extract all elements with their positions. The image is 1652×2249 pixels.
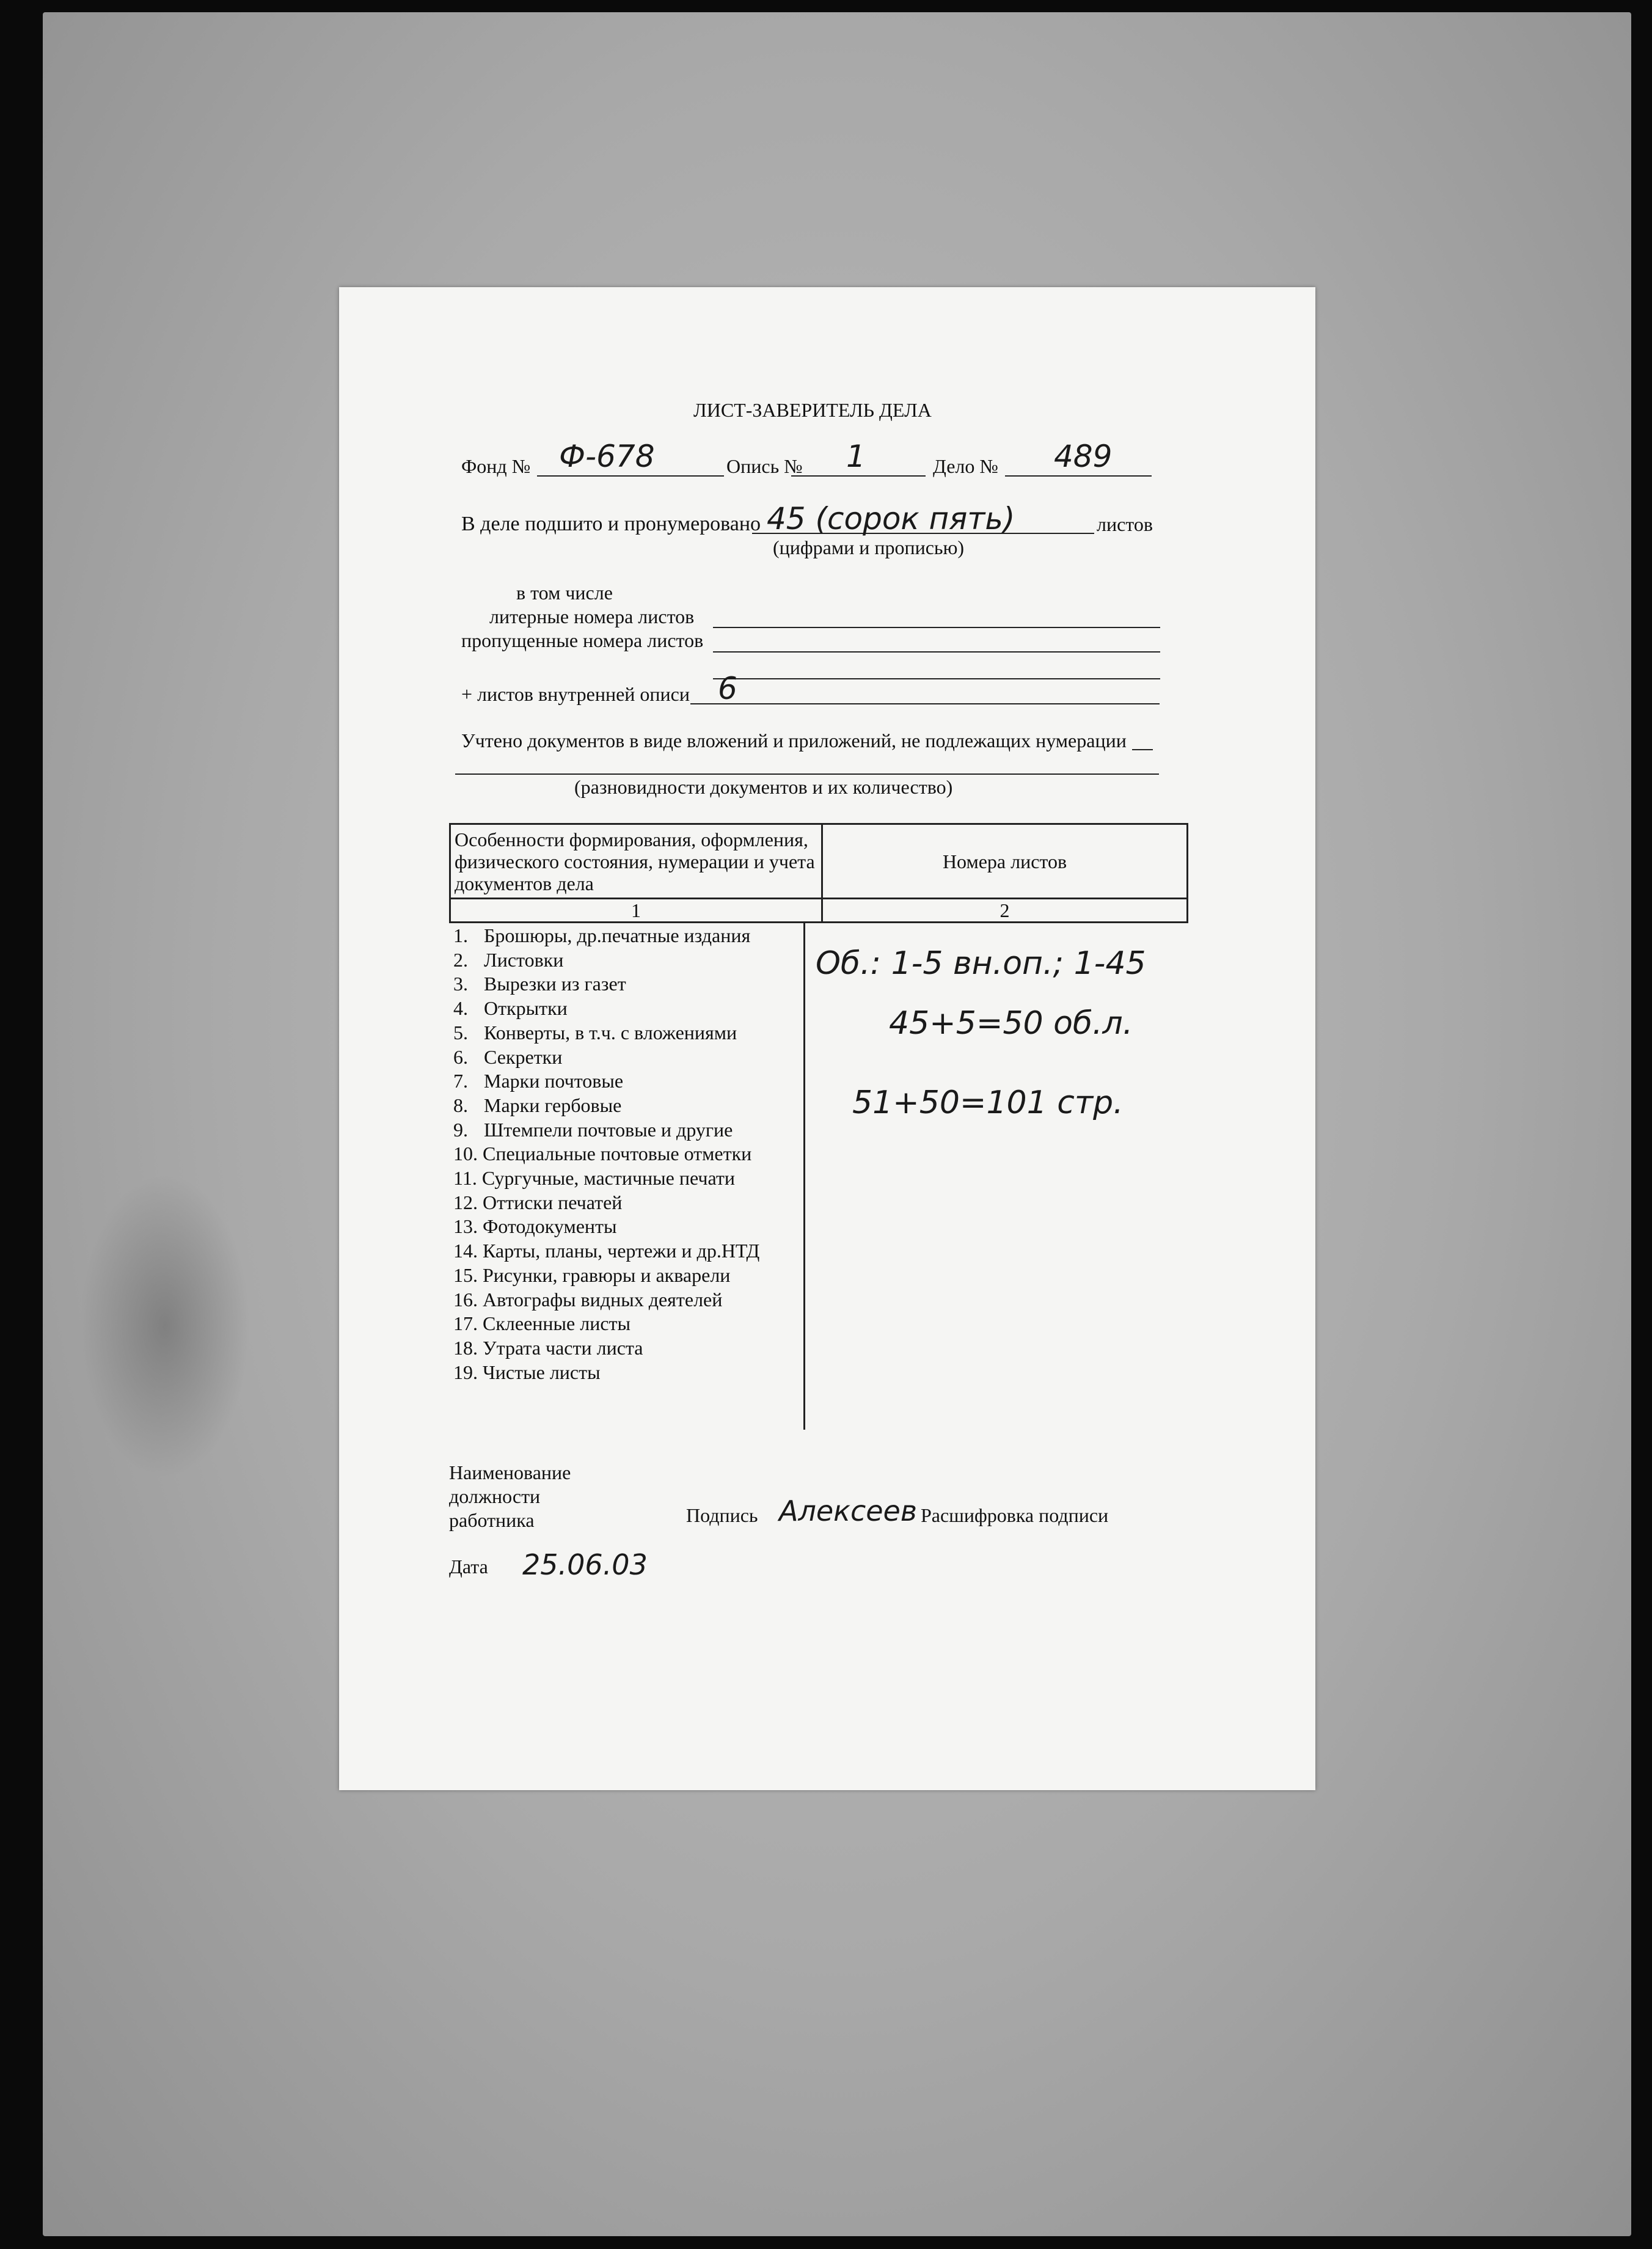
date-value: 25.06.03	[522, 1548, 648, 1581]
list-item: 10. Специальные почтовые отметки	[453, 1143, 752, 1165]
accounted-underline	[455, 773, 1159, 775]
note-line-2: 45+5=50 об.л.	[889, 1005, 1133, 1042]
sheets-value: 45 (сорок пять)	[767, 501, 1015, 536]
features-table	[449, 823, 1188, 923]
fond-label: Фонд №	[461, 455, 531, 477]
list-item: 8. Марки гербовые	[453, 1094, 622, 1116]
list-item: 11. Сургучные, мастичные печати	[453, 1167, 735, 1190]
list-item: 15. Рисунки, гравюры и акварели	[453, 1263, 731, 1286]
table-column-divider	[803, 923, 805, 1430]
list-item: 12. Оттиски печатей	[453, 1191, 623, 1213]
list-item: 14. Карты, планы, чертежи и др.НТД	[453, 1240, 760, 1262]
inner-inventory-underline	[690, 703, 1160, 704]
table-col2-header: Номера листов	[822, 824, 1188, 899]
opis-label: Опись №	[726, 455, 803, 477]
list-item: 4. Открытки	[453, 997, 568, 1020]
list-item: 17. Склеенные листы	[453, 1312, 630, 1335]
certification-sheet	[339, 287, 1315, 1790]
opis-underline	[791, 475, 926, 477]
inner-inventory-label: + листов внутренней описи	[461, 683, 690, 705]
list-item: 9. Штемпели почтовые и другие	[453, 1118, 733, 1141]
missing-numbers-underline	[713, 651, 1160, 653]
list-item: 16. Автографы видных деятелей	[453, 1288, 723, 1311]
table-col1-header: Особенности формирования, оформления, физического состояния, нумерации и учета документов дела	[450, 824, 822, 899]
signature-value: Алексеев	[779, 1494, 917, 1527]
position-label-1: Наименование	[449, 1461, 571, 1483]
extra-underline	[713, 678, 1160, 679]
list-item: 19. Чистые листы	[453, 1361, 601, 1383]
note-line-3: 51+50=101 стр.	[852, 1084, 1124, 1121]
note-line-1: Об.: 1-5 вн.оп.; 1-45	[816, 945, 1146, 982]
folder-stain	[79, 1173, 250, 1479]
inner-inventory-value: 6	[718, 671, 737, 706]
missing-numbers-label: пропущенные номера листов	[461, 629, 704, 651]
literal-numbers-underline	[713, 627, 1160, 628]
delo-label: Дело №	[933, 455, 998, 477]
literal-numbers-label: литерные номера листов	[489, 605, 695, 627]
accounted-hint: (разновидности документов и их количество)	[574, 776, 953, 798]
list-item: 6. Секретки	[453, 1045, 563, 1068]
position-label-3: работника	[449, 1509, 535, 1531]
sheets-label: В деле подшито и пронумеровано	[461, 513, 761, 535]
sheets-unit: листов	[1097, 513, 1153, 535]
delo-underline	[1005, 475, 1152, 477]
accounted-tail-underline	[1132, 749, 1153, 750]
position-label-2: должности	[449, 1485, 541, 1507]
list-item: 7. Марки почтовые	[453, 1070, 624, 1092]
list-item: 3. Вырезки из газет	[453, 973, 626, 995]
table-col1-number: 1	[450, 899, 822, 923]
signature-label: Подпись	[686, 1504, 758, 1526]
features-list	[453, 924, 759, 1384]
delo-value: 489	[1054, 439, 1113, 474]
fond-value: Ф-678	[559, 439, 655, 474]
document-title: ЛИСТ-ЗАВЕРИТЕЛЬ ДЕЛА	[693, 399, 932, 421]
including-label: в том числе	[516, 582, 613, 604]
opis-value: 1	[846, 439, 866, 474]
list-item: 18. Утрата части листа	[453, 1336, 643, 1359]
accounted-label: Учтено документов в виде вложений и приложений, не подлежащих нумерации	[461, 730, 1127, 751]
decoding-label: Расшифровка подписи	[921, 1504, 1109, 1526]
fond-underline	[537, 475, 724, 477]
sheets-hint: (цифрами и прописью)	[773, 536, 965, 558]
list-item: 1. Брошюры, др.печатные издания	[453, 924, 751, 946]
list-item: 2. Листовки	[453, 948, 564, 971]
list-item: 13. Фотодокументы	[453, 1215, 617, 1238]
date-label: Дата	[449, 1556, 488, 1578]
table-col2-number: 2	[822, 899, 1188, 923]
list-item: 5. Конверты, в т.ч. с вложениями	[453, 1021, 737, 1044]
